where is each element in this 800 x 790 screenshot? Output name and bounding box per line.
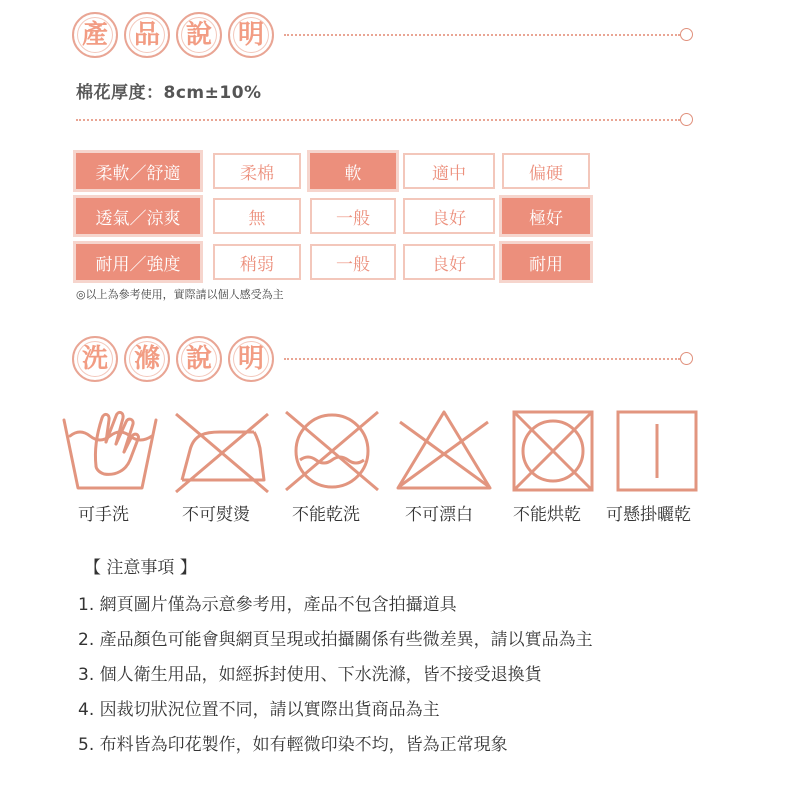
- divider-end-ring: [680, 113, 693, 126]
- no-bleach-icon: [394, 408, 494, 494]
- rating-option-selected: 軟: [310, 153, 396, 189]
- hang-dry-icon: [614, 408, 700, 494]
- wash-label: 可手洗: [78, 505, 129, 525]
- divider: [284, 358, 680, 360]
- note-item: 3. 個人衛生用品，如經拆封使用、下水洗滌，皆不接受退換貨: [78, 665, 542, 685]
- hand-wash-icon: [60, 408, 160, 494]
- title-char: 洗: [72, 336, 118, 382]
- wash-label: 不可熨燙: [182, 505, 250, 525]
- wash-label: 不能乾洗: [292, 505, 360, 525]
- rating-row-label: 透氣／涼爽: [76, 198, 200, 234]
- rating-row-label: 柔軟／舒適: [76, 153, 200, 189]
- notes-title: 【 注意事項 】: [84, 558, 197, 578]
- note-item: 2. 產品顏色可能會與網頁呈現或拍攝關係有些微差異，請以實品為主: [78, 630, 593, 650]
- title-char: 品: [124, 12, 170, 58]
- wash-section-header: [72, 336, 732, 388]
- title-char: 明: [228, 336, 274, 382]
- rating-option-selected: 耐用: [502, 244, 590, 280]
- note-item: 1. 網頁圖片僅為示意參考用，產品不包含拍攝道具: [78, 595, 457, 615]
- divider: [284, 34, 680, 36]
- rating-option: 適中: [403, 153, 495, 189]
- title-char: 說: [176, 336, 222, 382]
- rating-option: 無: [213, 198, 301, 234]
- rating-option: 一般: [310, 198, 396, 234]
- no-dry-clean-icon: [282, 408, 382, 494]
- rating-footnote: ◎以上為參考使用，實際請以個人感受為主: [76, 288, 284, 301]
- wash-label: 不可漂白: [405, 505, 473, 525]
- note-item: 5. 布料皆為印花製作，如有輕微印染不均，皆為正常現象: [78, 735, 508, 755]
- title-char: 說: [176, 12, 222, 58]
- divider-end-ring: [680, 28, 693, 41]
- no-iron-icon: [172, 408, 272, 494]
- rating-option: 柔棉: [213, 153, 301, 189]
- wash-label: 不能烘乾: [513, 505, 581, 525]
- rating-row-label: 耐用／強度: [76, 244, 200, 280]
- no-tumble-dry-icon: [510, 408, 596, 494]
- wash-label: 可懸掛曬乾: [606, 505, 691, 525]
- rating-option: 偏硬: [502, 153, 590, 189]
- rating-option-selected: 極好: [502, 198, 590, 234]
- note-item: 4. 因裁切狀況位置不同，請以實際出貨商品為主: [78, 700, 440, 720]
- cotton-thickness: 棉花厚度：8cm±10%: [76, 83, 262, 103]
- title-char: 產: [72, 12, 118, 58]
- rating-option: 一般: [310, 244, 396, 280]
- product-section-header: [72, 12, 732, 64]
- title-char: 滌: [124, 336, 170, 382]
- rating-option: 良好: [403, 198, 495, 234]
- divider-end-ring: [680, 352, 693, 365]
- rating-option: 稍弱: [213, 244, 301, 280]
- title-char: 明: [228, 12, 274, 58]
- rating-option: 良好: [403, 244, 495, 280]
- divider: [76, 119, 680, 121]
